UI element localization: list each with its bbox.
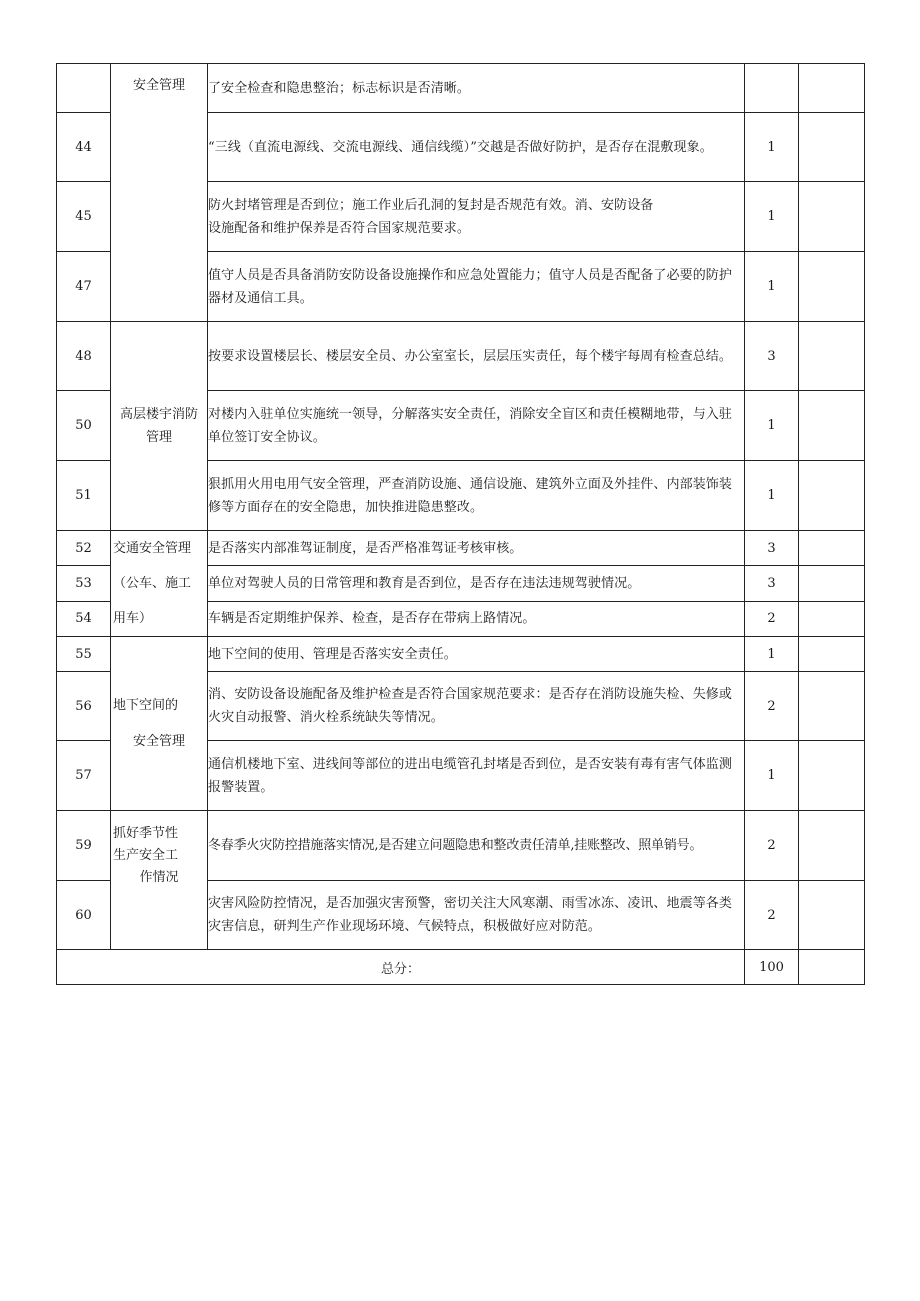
actual-score-cell bbox=[799, 64, 865, 113]
category-safety-management bbox=[111, 64, 208, 322]
category-label-line-1: 抓好季节性 bbox=[113, 826, 179, 841]
item-content: 狠抓用火用电用气安全管理，严查消防设施、通信设施、建筑外立面及外挂件、内部装饰装修等方面存在的安全隐患，加快推进隐患整改。 bbox=[208, 461, 745, 531]
category-label-line-3: 作情况 bbox=[139, 870, 179, 885]
item-score: 2 bbox=[745, 601, 799, 636]
item-content: 单位对驾驶人员的日常管理和教育是否到位，是否存在违法违规驾驶情况。 bbox=[208, 566, 745, 601]
item-number: 44 bbox=[57, 113, 111, 182]
item-content-line-1: 防火封堵管理是否到位；施工作业后孔洞的复封是否规范有效。消、安防设备 bbox=[208, 197, 654, 213]
category-label-line-2: 生产安全工 bbox=[113, 848, 179, 863]
item-score: 3 bbox=[745, 531, 799, 566]
item-number: 51 bbox=[57, 461, 111, 531]
actual-score-cell bbox=[799, 182, 865, 252]
actual-score-cell bbox=[799, 881, 865, 950]
item-score: 2 bbox=[745, 811, 799, 881]
actual-score-cell bbox=[799, 322, 865, 391]
item-score: 1 bbox=[745, 391, 799, 461]
item-score bbox=[745, 64, 799, 113]
category-label-line-1: 交通安全管理 bbox=[113, 541, 192, 556]
category-label: 安全管理 bbox=[132, 78, 185, 93]
table-row bbox=[57, 64, 865, 113]
table-row bbox=[57, 531, 865, 566]
table-row bbox=[57, 811, 865, 881]
item-number: 59 bbox=[57, 811, 111, 881]
actual-score-cell bbox=[799, 637, 865, 672]
actual-score-cell bbox=[799, 461, 865, 531]
item-number: 45 bbox=[57, 182, 111, 252]
category-label-line-1: 高层楼宇消防 bbox=[119, 407, 198, 422]
item-score: 1 bbox=[745, 113, 799, 182]
category-highrise-fire-management bbox=[111, 322, 208, 531]
item-content: 通信机楼地下室、进线间等部位的进出电缆管孔封堵是否到位，是否安装有毒有害气体监测报警装置。 bbox=[208, 741, 745, 811]
category-label-line-3: 用车） bbox=[113, 611, 153, 626]
category-label-line-2: 安全管理 bbox=[132, 733, 185, 749]
item-content: 消、安防设备设施配备及维护检查是否符合国家规范要求：是否存在消防设施失检、失修或火灾自动报警、消火栓系统缺失等情况。 bbox=[208, 672, 745, 741]
item-number: 53 bbox=[57, 566, 111, 601]
item-number: 57 bbox=[57, 741, 111, 811]
table-row bbox=[57, 637, 865, 672]
actual-score-cell bbox=[799, 113, 865, 182]
item-number: 54 bbox=[57, 601, 111, 636]
item-number bbox=[57, 64, 111, 113]
actual-score-cell bbox=[799, 391, 865, 461]
item-score: 2 bbox=[745, 881, 799, 950]
category-traffic-safety bbox=[111, 531, 208, 637]
item-score: 1 bbox=[745, 182, 799, 252]
item-score: 1 bbox=[745, 461, 799, 531]
item-score: 3 bbox=[745, 566, 799, 601]
item-number: 52 bbox=[57, 531, 111, 566]
category-underground-space bbox=[111, 637, 208, 811]
category-label-line-2: 管理 bbox=[145, 430, 172, 445]
actual-score-cell bbox=[799, 252, 865, 322]
item-score: 1 bbox=[745, 252, 799, 322]
item-content: 按要求设置楼层长、楼层安全员、办公室室长，层层压实责任，每个楼宇每周有检查总结。 bbox=[208, 322, 745, 391]
actual-score-cell bbox=[799, 531, 865, 566]
item-content bbox=[208, 182, 745, 252]
item-number: 56 bbox=[57, 672, 111, 741]
item-number: 48 bbox=[57, 322, 111, 391]
category-seasonal-safety bbox=[111, 811, 208, 950]
item-score: 1 bbox=[745, 741, 799, 811]
item-content-line-2: 设施配备和维护保养是否符合国家规范要求。 bbox=[208, 220, 471, 236]
item-score: 3 bbox=[745, 322, 799, 391]
item-number: 55 bbox=[57, 637, 111, 672]
item-content: 灾害风险防控情况，是否加强灾害预警，密切关注大风寒潮、雨雪冰冻、凌讯、地震等各类灾害信息，研判生产作业现场环境、气候特点，积极做好应对防范。 bbox=[208, 881, 745, 950]
category-label-line-2: （公车、施工 bbox=[113, 576, 192, 591]
item-content: 是否落实内部准驾证制度，是否严格准驾证考核审核。 bbox=[208, 531, 745, 566]
total-actual-score-cell bbox=[799, 950, 865, 985]
item-score: 2 bbox=[745, 672, 799, 741]
total-label: 总分： bbox=[57, 950, 745, 985]
actual-score-cell bbox=[799, 741, 865, 811]
item-content: 了安全检查和隐患整治；标志标识是否清晰。 bbox=[208, 64, 745, 113]
item-content: 地下空间的使用、管理是否落实安全责任。 bbox=[208, 637, 745, 672]
item-content: 冬春季火灾防控措施落实情况,是否建立问题隐患和整改责任清单,挂账整改、照单销号。 bbox=[208, 811, 745, 881]
total-row bbox=[57, 950, 865, 985]
actual-score-cell bbox=[799, 811, 865, 881]
item-content: “三线（直流电源线、交流电源线、通信线缆）”交越是否做好防护，是否存在混敷现象。 bbox=[208, 113, 745, 182]
total-score: 100 bbox=[745, 950, 799, 985]
actual-score-cell bbox=[799, 601, 865, 636]
item-content: 值守人员是否具备消防安防设备设施操作和应急处置能力；值守人员是否配备了必要的防护器材及通信工具。 bbox=[208, 252, 745, 322]
category-label-line-1: 地下空间的 bbox=[113, 697, 179, 713]
inspection-score-table bbox=[56, 63, 865, 985]
item-score: 1 bbox=[745, 637, 799, 672]
table-row bbox=[57, 322, 865, 391]
item-number: 50 bbox=[57, 391, 111, 461]
item-content: 车辆是否定期维护保养、检查，是否存在带病上路情况。 bbox=[208, 601, 745, 636]
actual-score-cell bbox=[799, 672, 865, 741]
item-number: 60 bbox=[57, 881, 111, 950]
actual-score-cell bbox=[799, 566, 865, 601]
item-number: 47 bbox=[57, 252, 111, 322]
item-content: 对楼内入驻单位实施统一领导，分解落实安全责任，消除安全盲区和责任模糊地带，与入驻单位签订安全协议。 bbox=[208, 391, 745, 461]
